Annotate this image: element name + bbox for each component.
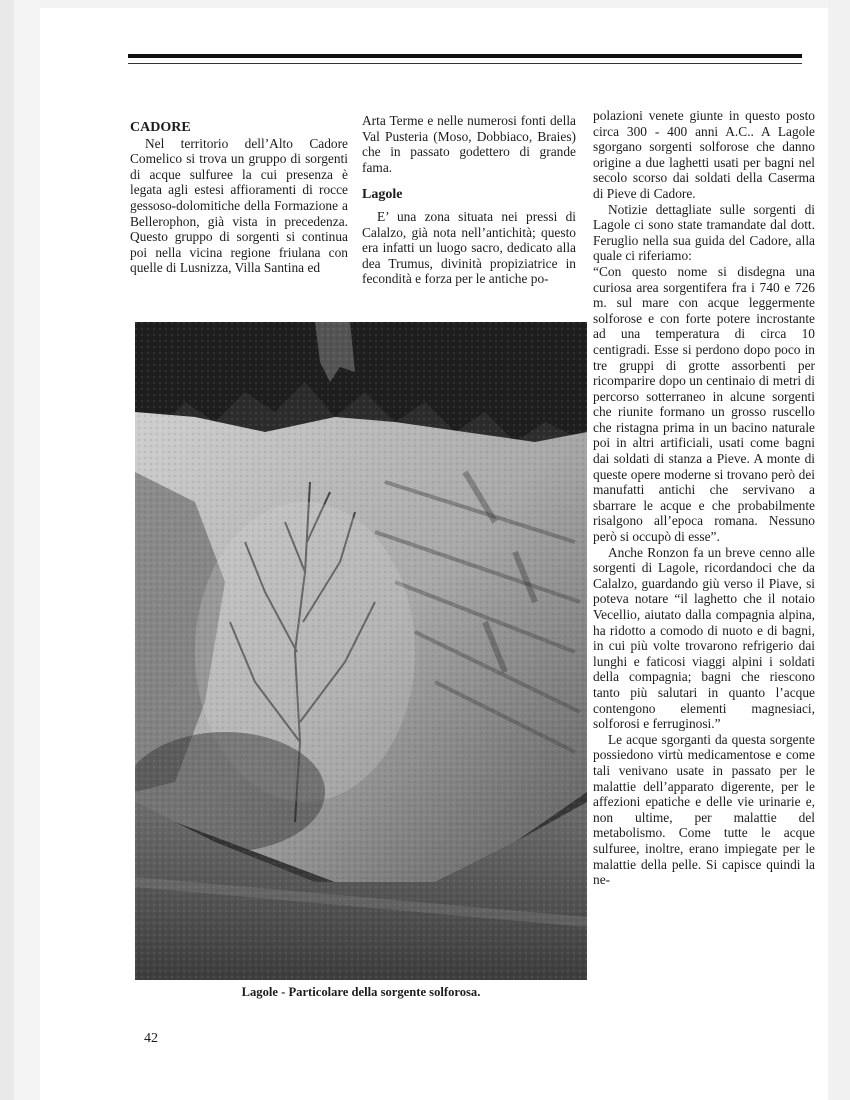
header-rule-thick [128, 54, 802, 58]
paragraph-continued: Arta Terme e nelle numerosi fonti della Val Pusteria (Moso, Dobbiaco, Braies) che in passato godettero di grande fama. [362, 113, 576, 175]
page-edge-shadow [0, 0, 14, 1100]
section-title: CADORE [130, 120, 191, 135]
page-margin-left [14, 0, 40, 1100]
subheading-lagole: Lagole [362, 187, 403, 203]
photo-caption: Lagole - Particolare della sorgente solforosa. [241, 985, 481, 999]
paragraph-ronzon: Anche Ronzon fa un breve cenno alle sorgenti di Lagole, ricordandoci che da Calalzo, guardando giù verso il Piave, si poteva notare “il laghetto che il notaio Vecellio, aiutato dalla compagnia alpina, ha ridotto a comodo di nuoto e di bagni, in cui più volte trovarono refrigerio dai lunghi e faticosi viaggi alpini i soldati della compagnia; bagni che riescono tanto più salutari in quanto l’acque contengono elementi magnesiaci, solforosi e ferruginosi.” [593, 544, 815, 732]
paragraph-virtues: Le acque sgorganti da questa sorgente possiedono virtù medicamentose e come tali venivano usate in passato per le malattie dell’apparato digerente, per le affezioni epatiche e delle vie urinarie e, non ultime, per malattie del metabolismo. Come tutte le acque sulfuree, inoltre, erano impiegate per le malattie della pelle. Si capisce quindi la ne- [593, 731, 815, 888]
paragraph-lagole: E’ una zona situata nei pressi di Calalzo, già nota nell’antichità; questo era infatti un luogo sacro, dedicato alla dea Trumus, divinità propiziatrice in fecondità e forza per le antiche po- [362, 208, 576, 287]
text-column-2 [362, 113, 576, 287]
paragraph-continued-col3: polazioni venete giunte in questo posto circa 300 - 400 anni A.C.. A Lagole sgorgano sorgenti solforose che danno origine a due laghetti usati per bagni nel secolo scorso dai soldati della Caserma di Pieve di Cadore. [593, 108, 815, 201]
text-column-3 [593, 108, 815, 888]
text-column-1 [130, 120, 348, 276]
paragraph-intro: Nel territorio dell’Alto Cadore Comelico si trova un gruppo di sorgenti di acque sulfuree la cui presenza è legata agli estesi affioramenti di rocce gessoso-dolomitiche della Formazione a Bellerophon, già vista in precedenza. Questo gruppo di sorgenti si continua poi nella vicina regione friulana con quelle di Lusnizza, Villa Santina ed [130, 135, 348, 276]
page-margin-top [40, 0, 828, 8]
photo-sulfur-spring [135, 322, 587, 980]
quote-feruglio: “Con questo nome si disdegna una curiosa area sorgentifera fra i 740 e 726 m. sul mare con acque leggermente solforose e con forte potere incrostante ad una temperatura di circa 10 centigradi. Esse si perdono dopo poco in tre gruppi di grotte assorbenti per ricomparire dopo un centinaio di metri di percorso sotterraneo in alcune sorgenti che riunite formano un grosso ruscello che ristagna prima in un bacino naturale poi in altri artificiali, usati come bagni dai soldati di stanza a Pieve. A monte di queste opere moderne si trovano però dei manufatti antichi che servivano a sbarrare le acque e che probabilmente risalgono all’epoca romana. Nessuno però si occupò di esse”. [593, 263, 815, 545]
paragraph-feruglio: Notizie dettagliate sulle sorgenti di Lagole ci sono state tramandate dal dott. Feruglio nella sua guida del Cadore, alla quale ci riferiamo: [593, 201, 815, 264]
page-margin-right [828, 0, 850, 1100]
header-rule-thin [128, 63, 802, 64]
page-number: 42 [144, 1031, 158, 1046]
